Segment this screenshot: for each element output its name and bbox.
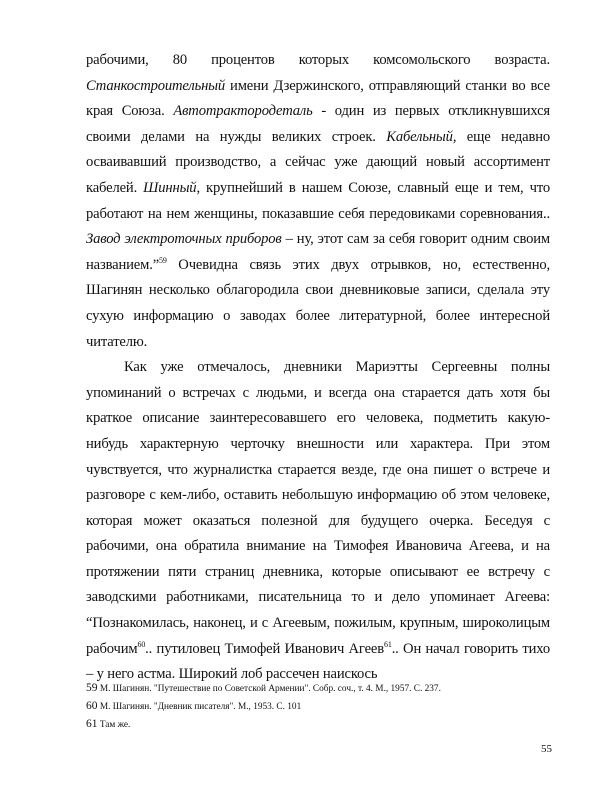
text-run: - один из первых откликнувшихся своими делами на нужды великих строек.	[86, 103, 550, 145]
footnote-ref[interactable]: 61	[383, 639, 392, 649]
italic-factory-name: Шинный	[143, 179, 197, 196]
footnote-number: 59	[86, 682, 98, 694]
footnote-59	[86, 680, 550, 698]
paragraph-2	[86, 355, 550, 688]
text-run: .. путиловец Тимофей Иванович Агеев	[145, 640, 384, 657]
footnote-ref[interactable]: 60	[137, 639, 146, 649]
text-run: Как уже отмечалось, дневники Мариэтты Сергеевны полны упоминаний о встречах с людьми, и всегда она старается дать хотя бы краткое описание заинтересовавшего его человека, подметить какую-нибудь характерную черточку внешности или характера. При этом чувствуется, что журналистка старается везде, где она пишет о встрече и разговоре с кем-либо, оставить небольшую информацию об этом человеке, которая может оказаться полезной для будущего очерка. Беседуя с рабочими, она обратила внимание на Тимофея Ивановича Агеева, и на протяжении пяти страниц дневника, которые описывают ее встречу с заводскими работниками, писательница то и дело упоминает Агеева: “Познакомилась, наконец, и с Агеевым, пожилым, крупным, широколицым рабочим	[86, 359, 550, 657]
text-run: – ну, этот сам за себя говорит одним своим названием.”	[86, 231, 550, 273]
paragraph-1	[86, 48, 550, 355]
footnote-text: М. Шагинян. "Путешествие по Советской Армении". Собр. соч., т. 4. М., 1957. С. 237.	[97, 684, 441, 694]
italic-factory-name: Автотрактородеталь	[173, 103, 313, 120]
footnotes	[86, 680, 550, 734]
text-run: имени Дзержинского, отправляющий станки во все края Союза.	[86, 77, 550, 120]
text-run: Очевидна связь этих двух отрывков, но, естественно, Шагинян несколько облагородила свои дневниковые записи, сделала эту сухую информацию о заводах более литературной, более интересной читателю.	[86, 256, 550, 350]
footnote-text: Там же.	[97, 720, 131, 730]
text-run: рабочими, 80 процентов которых комсомольского возраста.	[86, 52, 550, 68]
footnote-number: 60	[86, 700, 98, 712]
body-text	[86, 48, 550, 688]
text-run: , еще недавно осваивавший производство, а сейчас уже дающий новый ассортимент кабелей.	[86, 128, 550, 196]
italic-factory-name: Кабельный	[386, 128, 453, 145]
footnote-61	[86, 716, 550, 734]
footnote-ref[interactable]: 59	[159, 255, 167, 265]
text-run: , крупнейший в нашем Союзе, славный еще и тем, что работают на нем женщины, показавшие себя передовиками соревнования..	[86, 179, 551, 222]
italic-factory-name: Завод электроточных приборов	[86, 231, 282, 248]
italic-factory-name: Станкостроительный	[86, 77, 226, 94]
footnote-60	[86, 698, 550, 716]
footnote-text: М. Шагинян. "Дневник писателя". М., 1953. С. 101	[97, 702, 302, 712]
page-number: 55	[541, 743, 552, 755]
text-run: .. Он начал говорить тихо – у него астма. Широкий лоб рассечен наискось	[86, 640, 550, 683]
footnote-number: 61	[86, 718, 98, 730]
